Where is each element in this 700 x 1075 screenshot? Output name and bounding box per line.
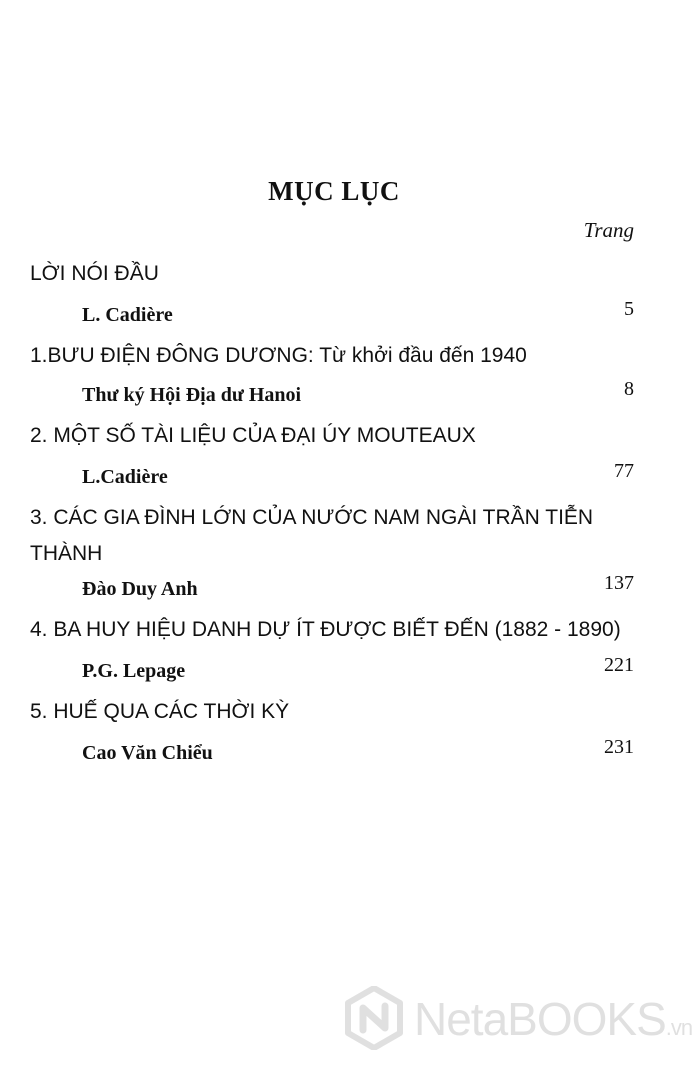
watermark-suffix: .vn xyxy=(665,1015,693,1040)
toc-entry-page: 221 xyxy=(604,654,634,676)
toc-entry-author: Cao Văn Chiểu xyxy=(82,742,213,764)
toc-entry-title: 3. CÁC GIA ĐÌNH LỚN CỦA NƯỚC NAM NGÀI TRẦN TIỄN THÀNH xyxy=(30,506,594,565)
watermark xyxy=(342,986,693,1056)
toc-entry-author: L.Cadière xyxy=(82,466,168,488)
toc-entry-author: P.G. Lepage xyxy=(82,660,186,682)
page-title: MỤC LỤC xyxy=(268,176,400,206)
toc-entry-author: Thư ký Hội Địa dư Hanoi xyxy=(82,384,302,406)
toc-entry-page: 137 xyxy=(604,572,634,594)
toc-entry-author: L. Cadière xyxy=(82,304,173,326)
toc-entry-page: 8 xyxy=(624,378,634,400)
toc-entry-page: 231 xyxy=(604,736,634,758)
toc-entry-title: 5. HUẾ QUA CÁC THỜI KỲ xyxy=(30,700,290,723)
toc-entry-title: 2. MỘT SỐ TÀI LIỆU CỦA ĐẠI ÚY MOUTEAUX xyxy=(30,424,476,447)
toc-entry-title: 4. BA HUY HIỆU DANH DỰ ÍT ĐƯỢC BIẾT ĐẾN (1882 - 1890) xyxy=(30,618,621,641)
toc-entry-author: Đào Duy Anh xyxy=(82,578,198,600)
toc-entry-title: 1.BƯU ĐIỆN ĐÔNG DƯƠNG: Từ khởi đầu đến 1940 xyxy=(30,344,527,367)
watermark-brand: NetaBOOKS xyxy=(414,993,666,1045)
toc-entry-page: 5 xyxy=(624,298,634,320)
netabooks-logo-icon xyxy=(342,986,406,1050)
toc-entry-title: LỜI NÓI ĐẦU xyxy=(30,262,159,285)
watermark-text xyxy=(414,992,692,1046)
toc-entry-page: 77 xyxy=(614,460,634,482)
page-column-label: Trang xyxy=(583,218,634,242)
